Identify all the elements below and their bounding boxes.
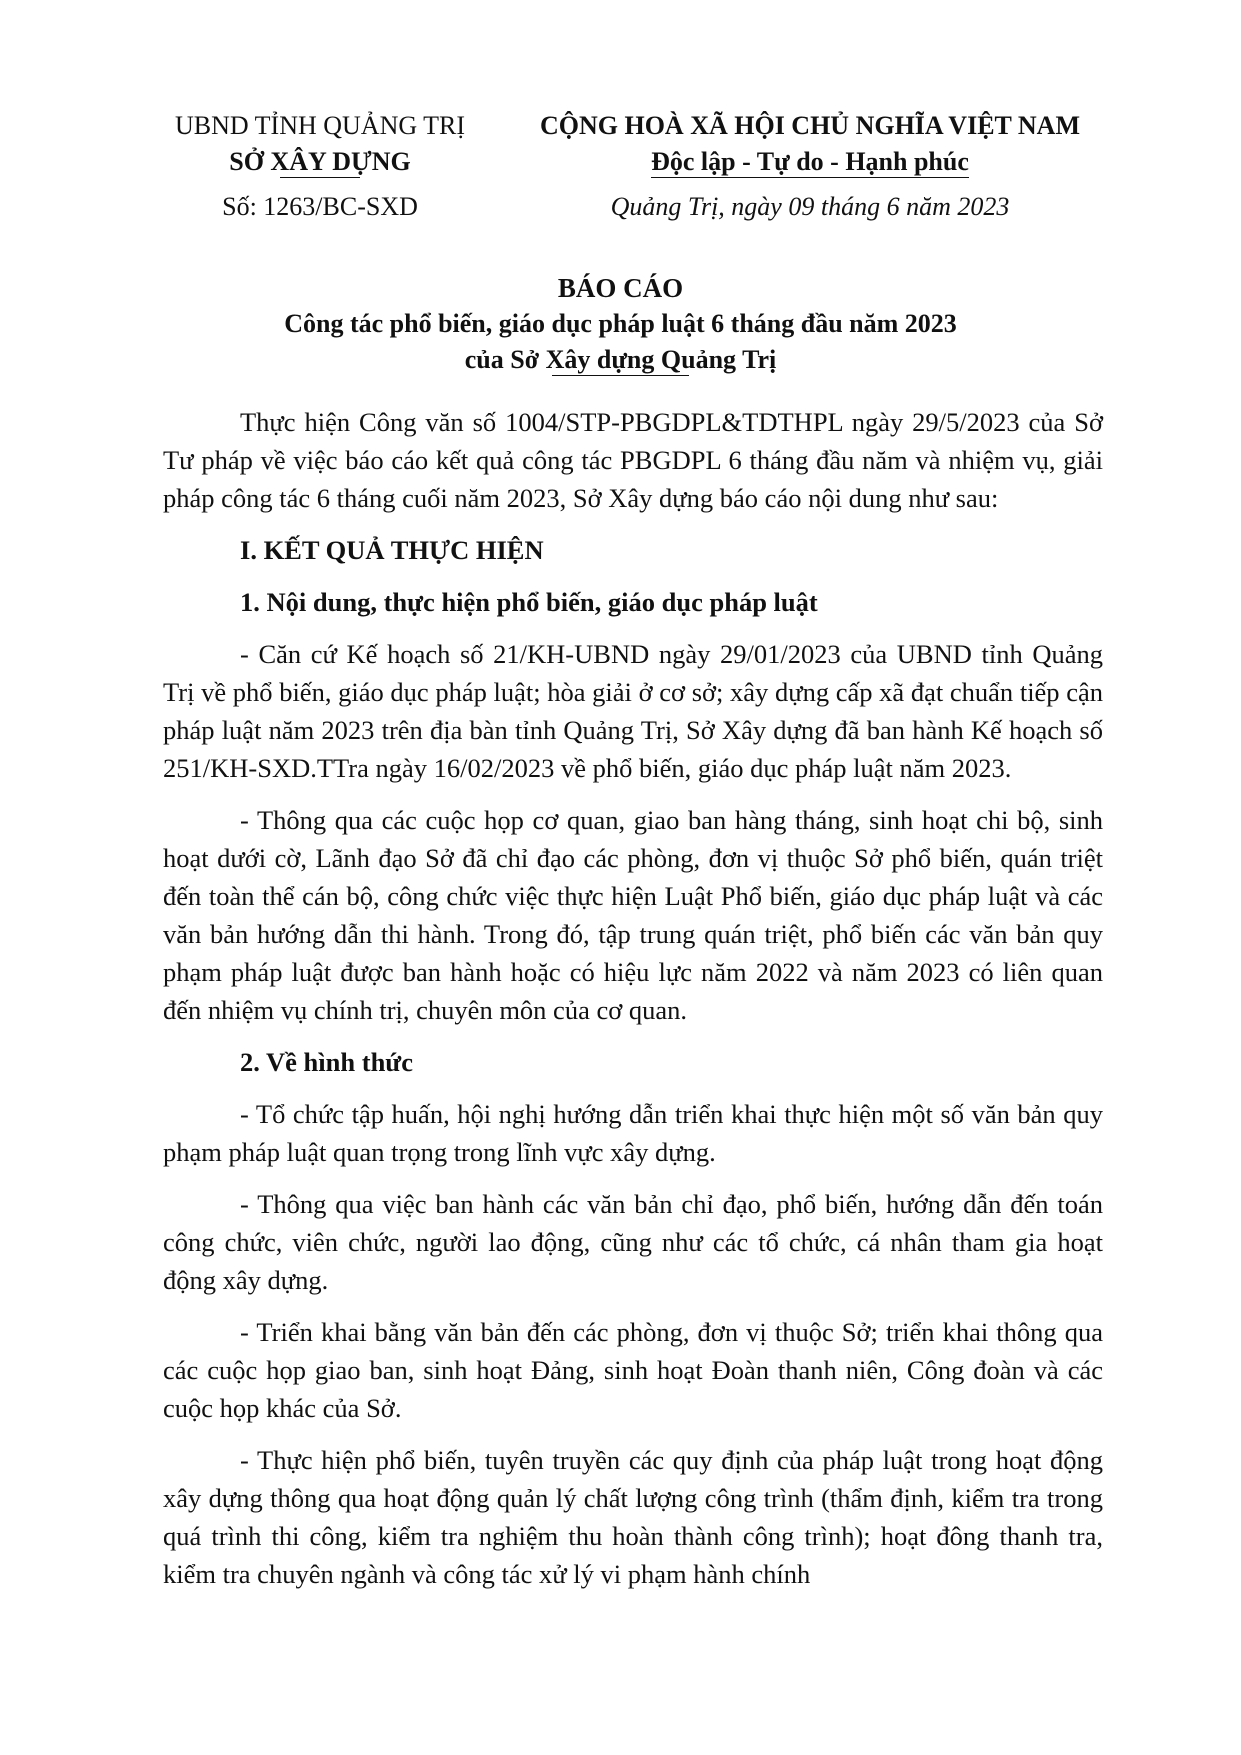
motto-wrapper	[520, 144, 1100, 180]
paragraph: - Tổ chức tập huấn, hội nghị hướng dẫn triển khai thực hiện một số văn bản quy phạm pháp luật quan trọng trong lĩnh vực xây dựng.	[163, 1099, 1103, 1167]
report-body	[163, 403, 1103, 1607]
subsection-heading-form: 2. Về hình thức	[240, 1047, 413, 1077]
subsection-heading-content: 1. Nội dung, thực hiện phổ biến, giáo dục pháp luật	[240, 587, 818, 617]
national-motto: Độc lập - Tự do - Hạnh phúc	[651, 144, 969, 180]
section-heading-results: I. KẾT QUẢ THỰC HIỆN	[240, 535, 544, 565]
paragraph: - Thông qua các cuộc họp cơ quan, giao ban hàng tháng, sinh hoạt chi bộ, sinh hoạt dưới cờ, Lãnh đạo Sở đã chỉ đạo các phòng, đơn vị thuộc Sở phổ biến, quán triệt đến toàn thể cán bộ, công chức việc thực hiện Luật Phổ biến, giáo dục pháp luật và các văn bản hướng dẫn thi hành. Trong đó, tập trung quán triệt, phổ biến các văn bản quy phạm pháp luật được ban hành hoặc có hiệu lực năm 2022 và năm 2023 có liên quan đến nhiệm vụ chính trị, chuyên môn của cơ quan.	[163, 805, 1103, 1025]
paragraph: - Thông qua việc ban hành các văn bản chỉ đạo, phổ biến, hướng dẫn đến toán công chức, viên chức, người lao động, cũng như các tổ chức, cá nhân tham gia hoạt động xây dựng.	[163, 1189, 1103, 1295]
intro-paragraph: Thực hiện Công văn số 1004/STP-PBGDPL&TDTHPL ngày 29/5/2023 của Sở Tư pháp về việc báo cáo kết quả công tác PBGDPL 6 tháng đầu năm và nhiệm vụ, giải pháp công tác 6 tháng cuối năm 2023, Sở Xây dựng báo cáo nội dung như sau:	[163, 407, 1103, 513]
national-motto-block	[520, 108, 1100, 222]
paragraph: - Triển khai bằng văn bản đến các phòng, đơn vị thuộc Sở; triển khai thông qua các cuộc họp giao ban, sinh hoạt Đảng, sinh hoạt Đoàn thanh niên, Công đoàn và các cuộc họp khác của Sở.	[163, 1317, 1103, 1423]
paragraph: - Căn cứ Kế hoạch số 21/KH-UBND ngày 29/01/2023 của UBND tỉnh Quảng Trị về phổ biến, giáo dục pháp luật; hòa giải ở cơ sở; xây dựng cấp xã đạt chuẩn tiếp cận pháp luật năm 2023 trên địa bàn tỉnh Quảng Trị, Sở Xây dựng đã ban hành Kế hoạch số 251/KH-SXD.TTra ngày 16/02/2023 về phổ biến, giáo dục pháp luật năm 2023.	[163, 639, 1103, 783]
province-committee: UBND TỈNH QUẢNG TRỊ	[174, 111, 466, 140]
report-subject-agency: của Sở Xây dựng Quảng Trị	[465, 342, 777, 378]
issuing-agency-block	[170, 108, 470, 222]
department-name-wrapper	[170, 144, 470, 180]
document-number: Số: 1263/BC-SXD	[222, 192, 418, 221]
country-name: CỘNG HOÀ XÃ HỘI CHỦ NGHĨA VIỆT NAM	[539, 111, 1081, 140]
report-title-block	[0, 270, 1241, 378]
report-type: BÁO CÁO	[557, 273, 684, 303]
report-subject-wrapper	[0, 342, 1241, 378]
place-date: Quảng Trị, ngày 09 tháng 6 năm 2023	[610, 192, 1010, 221]
report-subject: Công tác phổ biến, giáo dục pháp luật 6 tháng đầu năm 2023	[284, 309, 957, 338]
department-name: SỞ XÂY DỰNG	[229, 144, 411, 180]
paragraph: - Thực hiện phổ biến, tuyên truyền các quy định của pháp luật trong hoạt động xây dựng thông qua hoạt động quản lý chất lượng công trình (thẩm định, kiểm tra trong quá trình thi công, kiểm tra nghiệm thu hoàn thành công trình); hoạt đông thanh tra, kiểm tra chuyên ngành và công tác xử lý vi phạm hành chính	[163, 1445, 1103, 1589]
